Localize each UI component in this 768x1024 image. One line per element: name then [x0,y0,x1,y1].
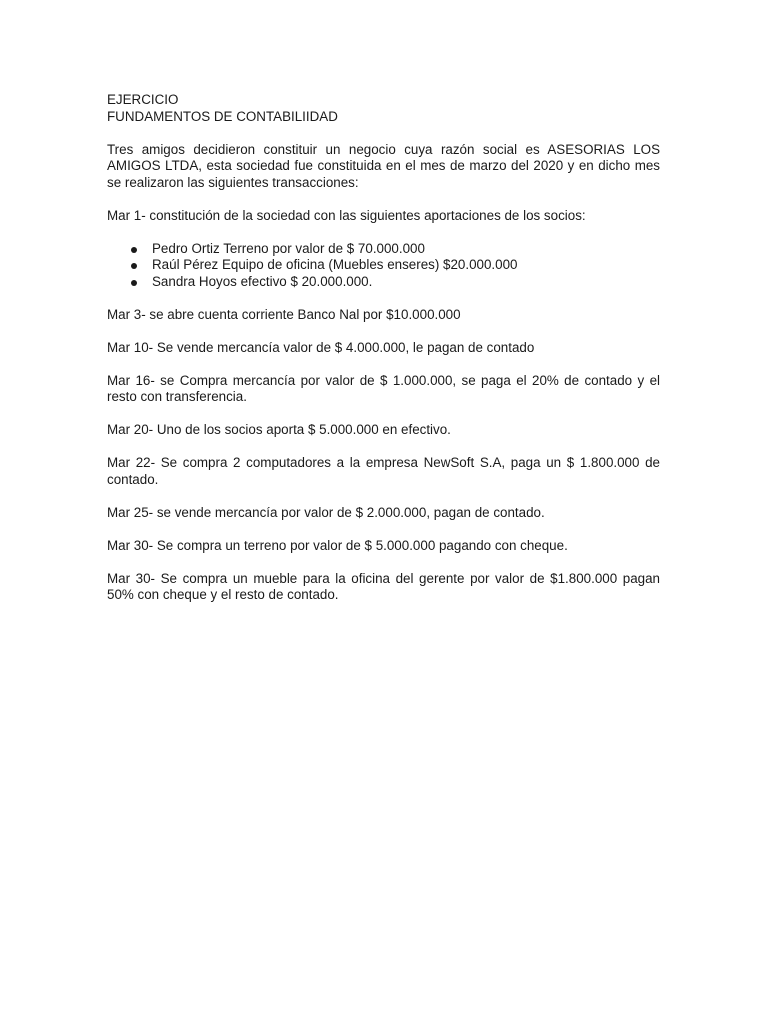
transaction-mar-3: Mar 3- se abre cuenta corriente Banco Nal por $10.000.000 [107,306,461,322]
list-item [107,274,660,291]
contributions-list [107,241,660,291]
bullet-icon [131,263,137,269]
intro-paragraph: Tres amigos decidieron constituir un negocio cuya razón social es ASESORIAS LOS AMIGOS LTDA, esta sociedad fue constituida en el mes de marzo del 2020 y en dicho mes se realizaron las siguientes transacciones: [107,141,660,190]
list-item [107,257,660,274]
transaction-mar-25: Mar 25- se vende mercancía por valor de $ 2.000.000, pagan de contado. [107,504,545,520]
document-page [107,92,660,604]
transaction-mar-1: Mar 1- constitución de la sociedad con las siguientes aportaciones de los socios: [107,207,586,223]
contribution-text: Raúl Pérez Equipo de oficina (Muebles enseres) $20.000.000 [152,257,518,272]
transaction-mar-16: Mar 16- se Compra mercancía por valor de $ 1.000.000, se paga el 20% de contado y el resto con transferencia. [107,372,660,404]
contribution-text: Sandra Hoyos efectivo $ 20.000.000. [152,273,373,289]
transaction-mar-22: Mar 22- Se compra 2 computadores a la empresa NewSoft S.A, paga un $ 1.800.000 de contado. [107,455,660,487]
subject-heading: FUNDAMENTOS DE CONTABILIIDAD [107,108,338,124]
bullet-icon [131,280,137,286]
transaction-mar-20: Mar 20- Uno de los socios aporta $ 5.000.000 en efectivo. [107,422,451,437]
list-item [107,241,660,258]
bullet-icon [131,247,137,253]
transaction-mar-30-furniture: Mar 30- Se compra un mueble para la oficina del gerente por valor de $1.800.000 pagan 50% con cheque y el resto de contado. [107,570,660,602]
transaction-mar-10: Mar 10- Se vende mercancía valor de $ 4.000.000, le pagan de contado [107,339,535,355]
exercise-heading: EJERCICIO [107,92,179,107]
transaction-mar-30-land: Mar 30- Se compra un terreno por valor de $ 5.000.000 pagando con cheque. [107,537,568,553]
contribution-text: Pedro Ortiz Terreno por valor de $ 70.000.000 [152,240,425,256]
